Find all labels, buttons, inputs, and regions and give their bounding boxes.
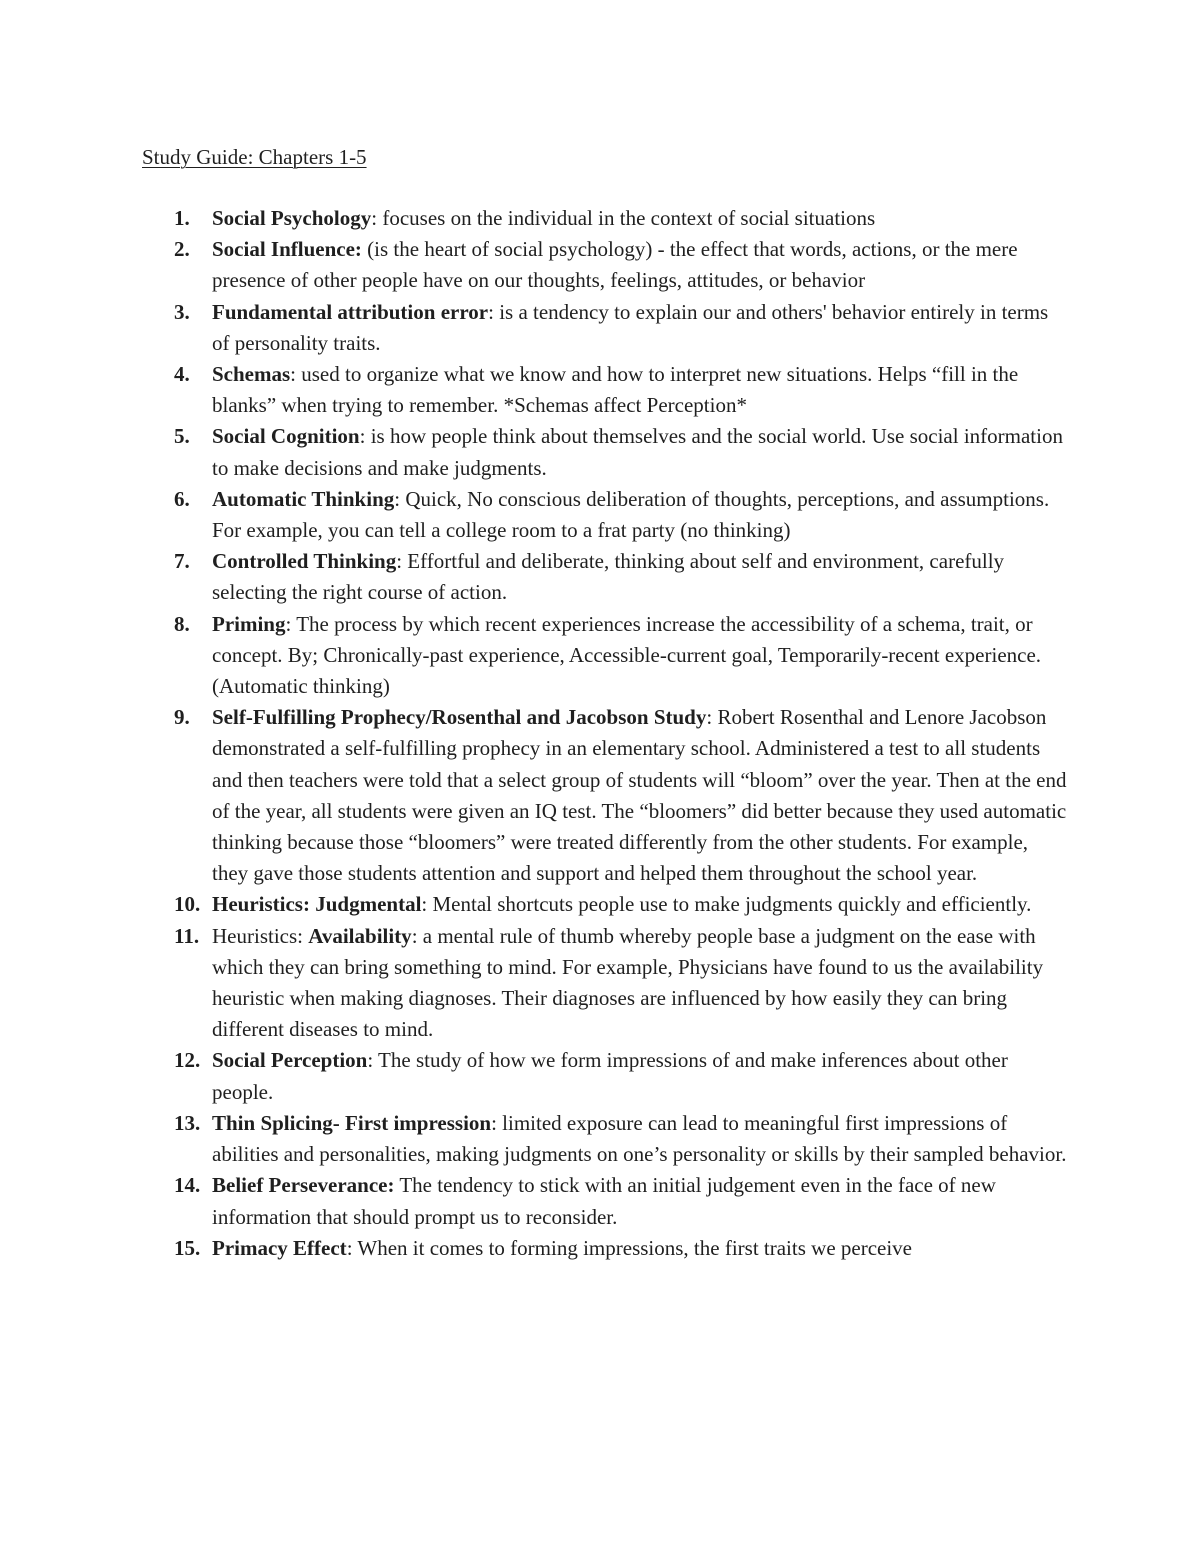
term-list [142,203,1067,1264]
list-item [142,921,1067,1046]
item-number: 11. [174,923,200,948]
term-name: Primacy Effect [212,1235,347,1260]
list-item [142,1045,1067,1107]
term-definition: The tendency to stick with an initial judgement even in the face of new information that should prompt us to reconsider. [212,1173,996,1229]
list-item [142,359,1067,421]
term-definition: : Mental shortcuts people use to make judgments quickly and efficiently. [421,892,1032,917]
term-name: Availability [308,923,412,948]
list-item [142,1108,1067,1170]
term-definition: : used to organize what we know and how to interpret new situations. Helps “fill in the blanks” when trying to remember. *Schemas affect Perception* [212,362,1019,418]
list-item [142,546,1067,608]
item-number: 1. [174,206,190,230]
term-name: Schemas [212,362,291,387]
term-prefix: Heuristics: [212,923,309,948]
term-name: Fundamental attribution error [212,299,489,324]
list-item [142,609,1067,703]
term-definition: : When it comes to forming impressions, the first traits we perceive [346,1235,912,1260]
item-number: 6. [174,486,190,511]
term-definition: : The process by which recent experiences increase the accessibility of a schema, trait, or concept. By; Chronically-past experience, Accessible-current goal, Temporarily-recent experience. (Automatic thinking) [212,611,1042,699]
item-number: 13. [174,1110,201,1135]
list-item [142,1233,1067,1264]
term-definition: (is the heart of social psychology) - the effect that words, actions, or the mere presence of other people have on our thoughts, feelings, attitudes, or behavior [212,237,1018,293]
term-name: Automatic Thinking [212,486,395,511]
term-definition: : The study of how we form impressions of and make inferences about other people. [212,1048,1008,1104]
page-title: Study Guide: Chapters 1-5 [142,145,367,169]
term-definition: : is how people think about themselves and the social world. Use social information to make decisions and make judgments. [212,424,1063,480]
item-number: 9. [174,705,190,730]
term-name: Controlled Thinking [212,549,397,574]
term-name: Social Influence: [212,237,362,262]
term-name: Self-Fulfilling Prophecy/Rosenthal and Jacobson Study [212,705,707,730]
term-definition: : Robert Rosenthal and Lenore Jacobson demonstrated a self-fulfilling prophecy in an elementary school. Administered a test to all students and then teachers were told that a select group of students will “bloom” over the year. Then at the end of the year, all students were given an IQ test. The “bloomers” did better because they used automatic thinking because those “bloomers” were treated differently from the other students. For example, they gave those students attention and support and helped them throughout the school year. [212,705,1067,886]
item-number: 3. [174,299,190,324]
item-number: 12. [174,1048,201,1073]
term-name: Heuristics: Judgmental [212,892,422,917]
term-name: Thin Splicing- First impression [212,1110,492,1135]
list-item [142,421,1067,483]
term-definition: : a mental rule of thumb whereby people base a judgment on the ease with which they can bring something to mind. For example, Physicians have found to us the availability heuristic when making diagnoses. Their diagnoses are influenced by how easily they can bring different diseases to mind. [212,923,1044,1042]
term-definition: : limited exposure can lead to meaningful first impressions of abilities and personalities, making judgments on one’s personality or skills by their sampled behavior. [212,1110,1067,1167]
list-item [142,702,1067,889]
list-item [142,1170,1067,1232]
term-name: Belief Perseverance: [212,1173,395,1198]
term-definition: : Quick, No conscious deliberation of thoughts, perceptions, and assumptions. For example, you can tell a college room to a frat party (no thinking) [212,486,1050,543]
list-item [142,297,1067,359]
term-name: Social Psychology [212,206,372,230]
term-definition: : focuses on the individual in the context of social situations [371,206,876,230]
list-item [142,889,1067,920]
term-name: Social Perception [212,1048,368,1073]
item-number: 10. [174,892,201,917]
item-number: 4. [174,362,190,387]
list-item [142,203,1067,234]
item-number: 2. [174,237,190,262]
item-number: 14. [174,1173,201,1198]
term-definition: : is a tendency to explain our and others' behavior entirely in terms of personality traits. [212,299,1049,355]
term-definition: : Effortful and deliberate, thinking about self and environment, carefully selecting the right course of action. [212,549,1005,605]
term-name: Priming [212,611,286,636]
item-number: 15. [174,1235,201,1260]
term-name: Social Cognition [212,424,360,449]
list-item [142,484,1067,546]
item-number: 8. [174,611,190,636]
item-number: 7. [174,549,190,574]
list-item [142,234,1067,296]
item-number: 5. [174,424,190,449]
